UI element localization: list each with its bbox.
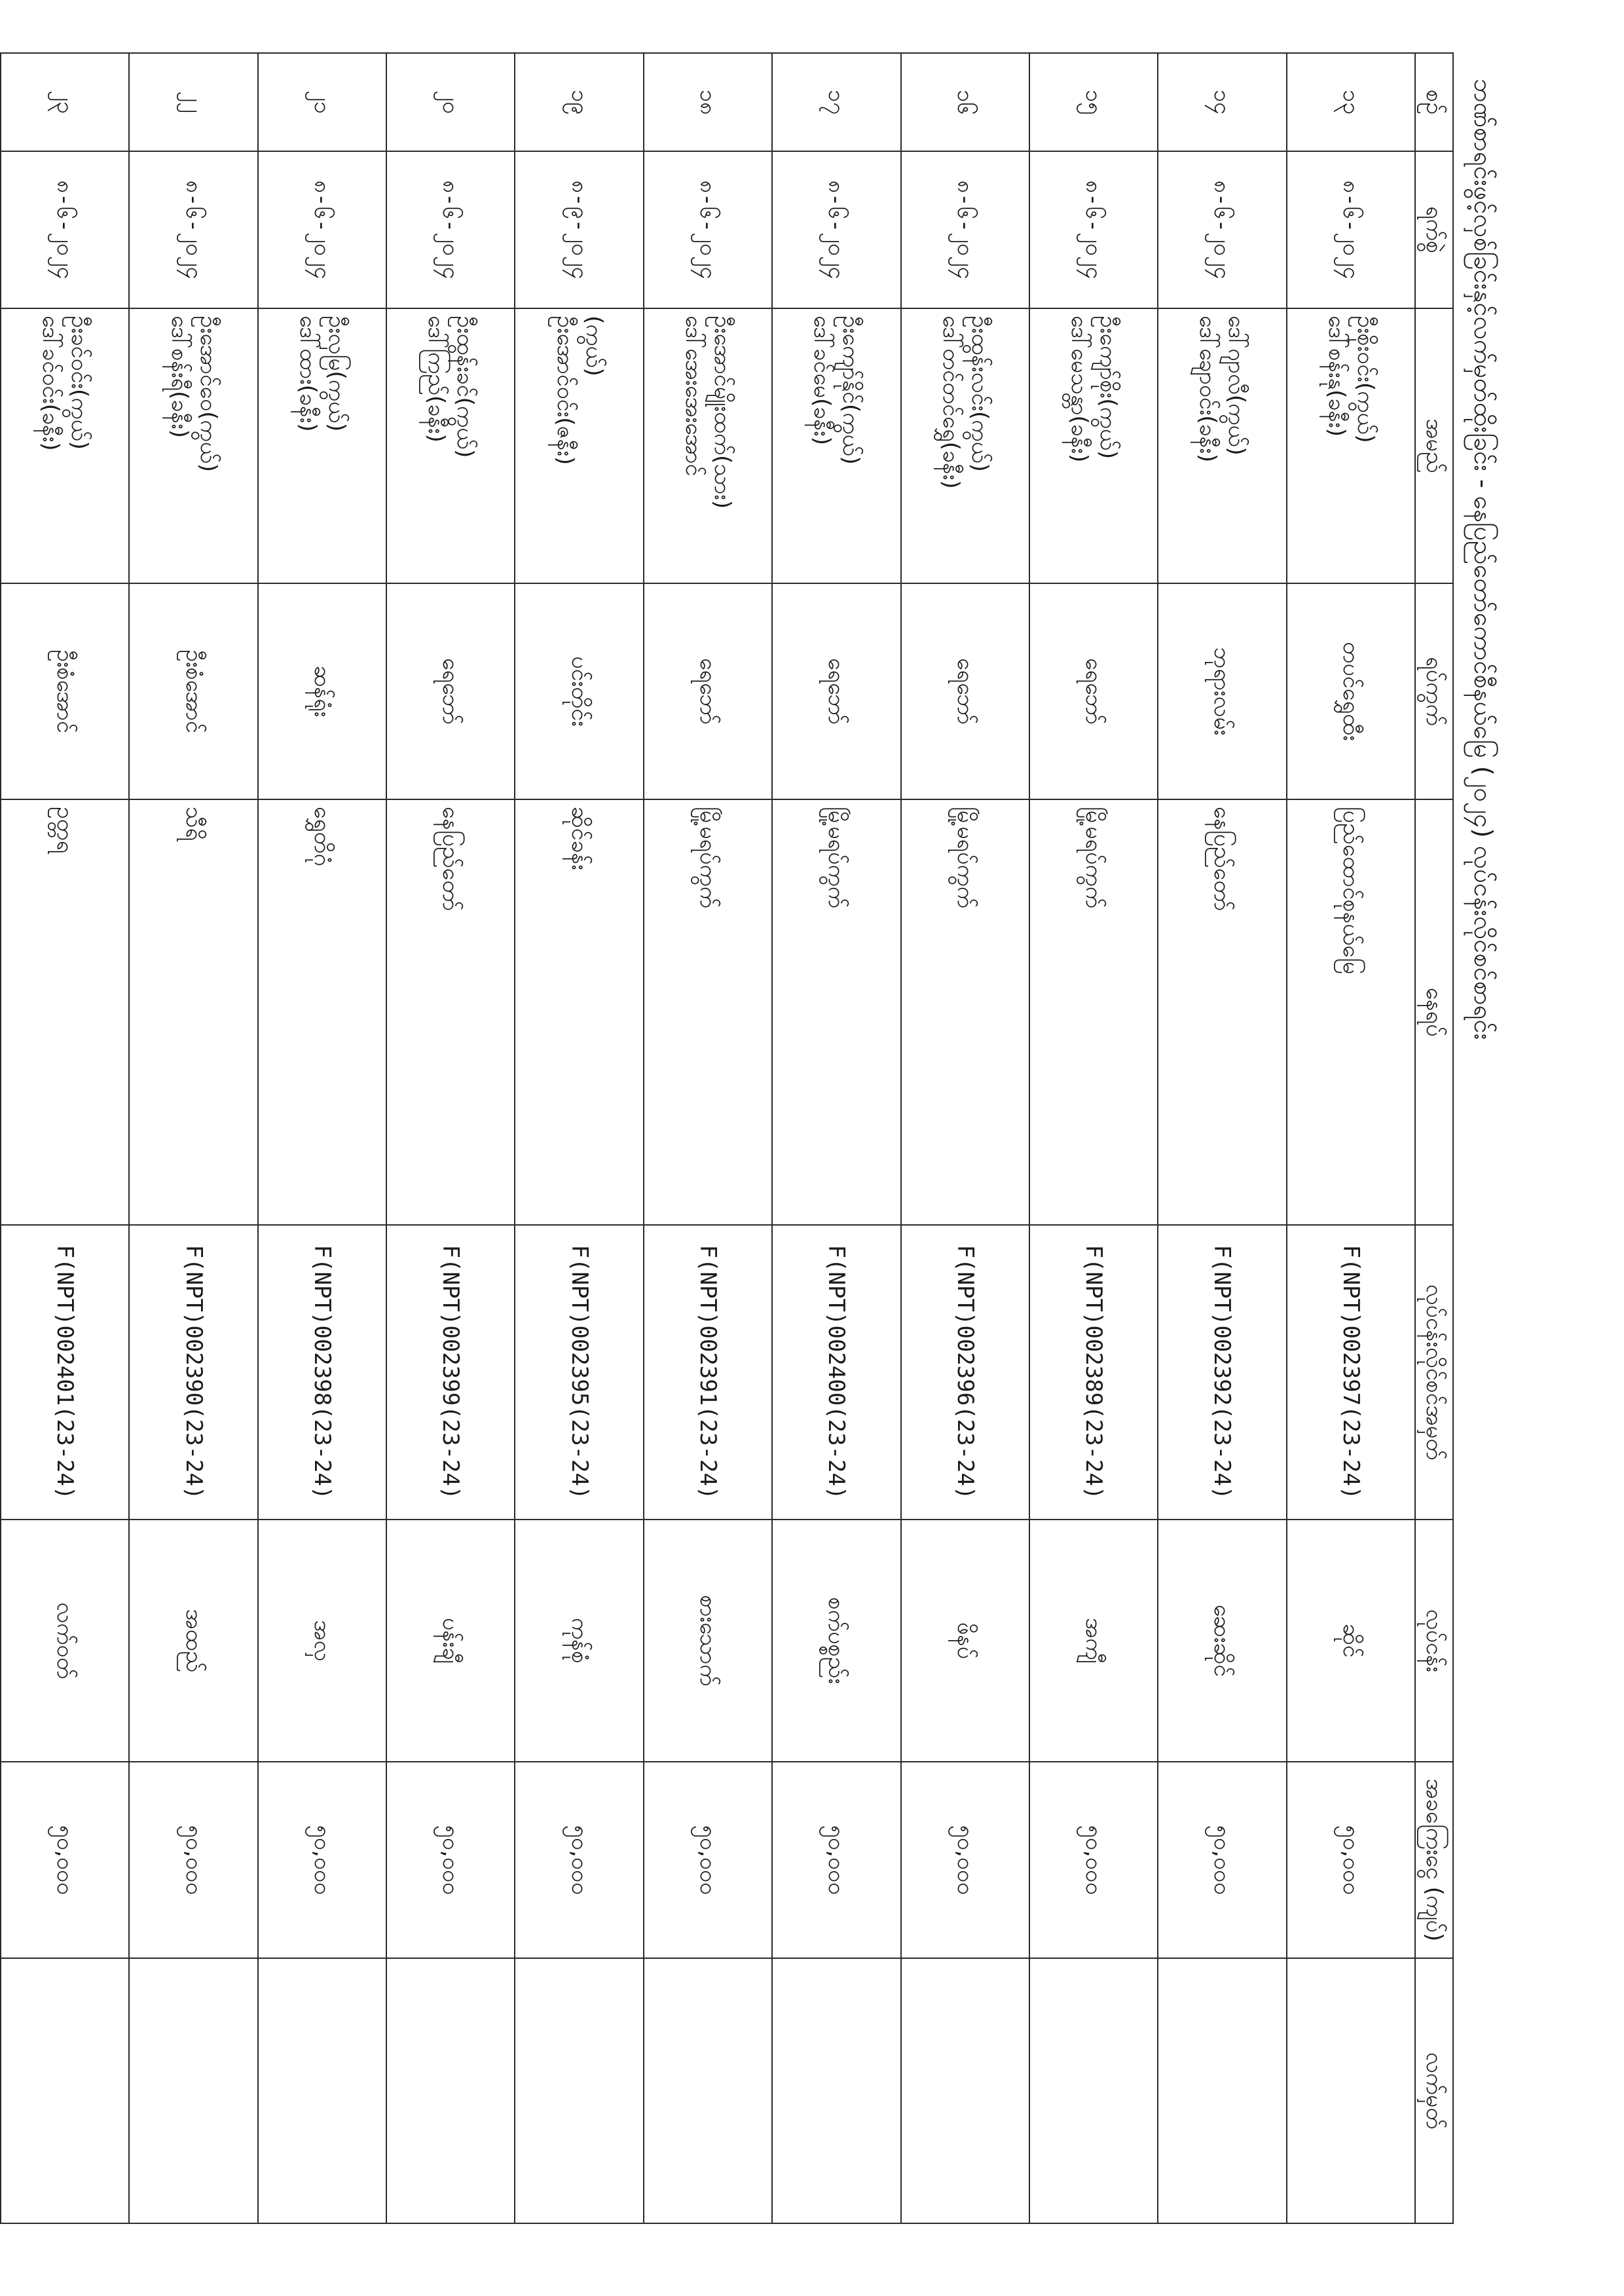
row-signature: [772, 1958, 900, 2223]
row-license: F(NPT)002397(23-24): [1287, 1225, 1415, 1520]
row-address: မြို့မရပ်ကွက်: [772, 799, 900, 1225]
row-address: နေပြည်တော်: [386, 799, 515, 1225]
row-number: ၁၄: [1158, 53, 1286, 151]
row-signature: [258, 1958, 386, 2223]
row-signature: [1287, 1958, 1415, 2223]
table-row: [1, 53, 129, 2223]
row-signature: [901, 1958, 1029, 2223]
row-license: F(NPT)002390(23-24): [129, 1225, 257, 1520]
row-business: ကုန်စုံ: [515, 1520, 643, 1762]
row-number: ၁၇: [772, 53, 900, 151]
table-row: [772, 53, 900, 2223]
row-name: (ကွယ်) ဦးအောင်ဝင်း(ဇနီး): [515, 308, 643, 583]
row-ward: ရေဘော်: [772, 583, 900, 799]
row-fee: ၅၀,၀၀၀: [1029, 1762, 1158, 1958]
row-fee: ၅၀,၀၀၀: [129, 1762, 257, 1958]
row-business: ဖိနပ်: [901, 1520, 1029, 1762]
row-name: ဦးအောင်ဝေ(ကွယ်) ဒေါ်စန်းရီ(ခနီး): [129, 308, 257, 583]
table-row: [1158, 53, 1286, 2223]
table-row: [901, 53, 1029, 2223]
row-signature: [1158, 1958, 1286, 2223]
row-address: ရွှေတိဂုံ: [258, 799, 386, 1225]
row-number: ၁၉: [515, 53, 643, 151]
row-fee: ၅၀,၀၀၀: [258, 1762, 386, 1958]
row-date: ၈-၆-၂၀၂၄: [1158, 151, 1286, 308]
row-ward: ရေဘော်: [1029, 583, 1158, 799]
table-row: [386, 53, 515, 2223]
row-signature: [1029, 1958, 1158, 2223]
row-business: အထည်: [129, 1520, 257, 1762]
row-business: စက်ပစ္စည်း: [772, 1520, 900, 1762]
header-signature: လက်မှတ်: [1415, 1958, 1453, 2223]
row-name: ဦးအောင်မျိုးထက်(သား) ဒေါ်အေးအေးအောင်: [644, 308, 772, 583]
row-name: ဦးလှမြ(ကွယ်) ဒေါ်ထား(ခနီး): [258, 308, 386, 583]
row-fee: ၅၀,၀၀၀: [1158, 1762, 1286, 1958]
table-header-row: [1415, 53, 1453, 2223]
row-name: ဦးစိုးဝင်း(ကွယ်) ဒေါ်စန်းနု(ခနီး): [1287, 308, 1415, 583]
row-number: ၁၅: [1029, 53, 1158, 151]
row-ward: ဘုရားလမ်း: [1158, 583, 1286, 799]
row-number: ၁၆: [901, 53, 1029, 151]
row-address: ဥတ္တရ: [1, 799, 129, 1225]
row-business: ဆိုင်: [1287, 1520, 1415, 1762]
row-date: ၈-၆-၂၀၂၄: [1, 151, 129, 308]
row-date: ၈-၆-၂၀၂၄: [129, 151, 257, 308]
row-business: ပန်းချီ: [386, 1520, 515, 1762]
row-fee: ၅၀,၀၀၀: [901, 1762, 1029, 1958]
row-number: ၂၁: [258, 53, 386, 151]
row-address: မြို့မရပ်ကွက်: [644, 799, 772, 1225]
header-no: စဉ်: [1415, 53, 1453, 151]
row-date: ၈-၆-၂၀၂၄: [258, 151, 386, 308]
row-ward: ရေဘော်: [901, 583, 1029, 799]
row-address: မြို့မရပ်ကွက်: [901, 799, 1029, 1225]
row-address: ပြည်ထောင်စုနယ်မြေ: [1287, 799, 1415, 1225]
row-date: ၈-၆-၂၀၂၄: [1287, 151, 1415, 308]
row-address: ဆိုင်ခန်း: [515, 799, 643, 1225]
header-name: အမည်: [1415, 308, 1453, 583]
row-date: ၈-၆-၂၀၂၄: [772, 151, 900, 308]
row-ward: ဦးစံအောင်: [1, 583, 129, 799]
row-address: သီရိ: [129, 799, 257, 1225]
row-ward: ဆန်ရုံး: [258, 583, 386, 799]
row-date: ၈-၆-၂၀၂၄: [901, 151, 1029, 308]
row-business: အလှ: [258, 1520, 386, 1762]
row-date: ၈-၆-၂၀၂၄: [1029, 151, 1158, 308]
row-ward: ရေဘော်: [644, 583, 772, 799]
row-license: F(NPT)002389(23-24): [1029, 1225, 1158, 1520]
row-license: F(NPT)002391(23-24): [644, 1225, 772, 1520]
license-table: [0, 52, 1454, 2224]
row-fee: ၅၀,၀၀၀: [644, 1762, 772, 1958]
row-date: ၈-၉-၂၀၂၄: [515, 151, 643, 308]
row-license: F(NPT)002399(23-24): [386, 1225, 515, 1520]
table-row: [515, 53, 643, 2223]
row-ward: ပင်းတိုင်း: [515, 583, 643, 799]
row-fee: ၅၀,၀၀၀: [1287, 1762, 1415, 1958]
row-business: အကျီ: [1029, 1520, 1158, 1762]
header-license: လုပ်ငန်းလိုင်စင်အမှတ်: [1415, 1225, 1453, 1520]
row-business: ဆေးဆိုင်: [1158, 1520, 1286, 1762]
header-date: ရက်စွဲ: [1415, 151, 1453, 308]
row-fee: ၅၀,၀၀၀: [386, 1762, 515, 1958]
table-row: [258, 53, 386, 2223]
row-number: ၁၃: [1287, 53, 1415, 151]
row-number: ၁၈: [644, 53, 772, 151]
row-signature: [644, 1958, 772, 2223]
row-ward: ဦးစံအောင်: [129, 583, 257, 799]
row-license: F(NPT)002401(23-24): [1, 1225, 129, 1520]
row-ward: တပင်ရွှေထီး: [1287, 583, 1415, 799]
header-address: နေရပ်: [1415, 799, 1453, 1225]
row-license: F(NPT)002395(23-24): [515, 1225, 643, 1520]
row-license: F(NPT)002396(23-24): [901, 1225, 1029, 1520]
row-name: ဦးထွန်းလင်း(ကွယ်) ဒေါ်တင်တင်ရွှေ(ခနီး): [901, 308, 1029, 583]
row-signature: [129, 1958, 257, 2223]
row-name: ဦးကျော်နိုင်(ကွယ်) ဒေါ်ခင်မေ(ခနီး): [772, 308, 900, 583]
header-ward: ရပ်ကွက်: [1415, 583, 1453, 799]
row-name: ဦးထွန်းခင်(ကွယ်) ဒေါ်ကြည်(ခနီး): [386, 308, 515, 583]
table-body: [1, 53, 1415, 2223]
row-fee: ၅၀,၀၀၀: [772, 1762, 900, 1958]
row-date: ၈-၆-၂၀၂၄: [644, 151, 772, 308]
row-name: ဦးကျော်စိုး(ကွယ်) ဒေါ်မေသန္တာ(ခနီး): [1029, 308, 1158, 583]
row-fee: ၅၀,၀၀၀: [515, 1762, 643, 1958]
header-fee: အခကြေးငွေ (ကျပ်): [1415, 1762, 1453, 1958]
row-name: ဦးခင်ဝင်း(ကွယ်) ဒေါ်ခင်ဝင်း(ခနီး): [1, 308, 129, 583]
document-caption: ဘဏ်စာရင်းဖွင့်လှစ်ခြင်းနှင့်လက်မှတ်ထိုးခြင်း - နေပြည်တော်ကောင်စီနယ်မြေ (၂၀၂၄) လုပ်ငန်းလိုင်စင်စာရင်း: [1469, 79, 1498, 1040]
table-row: [129, 53, 257, 2223]
row-fee: ၅၀,၀၀၀: [1, 1762, 129, 1958]
row-business: လက်ဝတ်: [1, 1520, 129, 1762]
row-address: နေပြည်တော်: [1158, 799, 1286, 1225]
row-number: ၂၀: [386, 53, 515, 151]
row-license: F(NPT)002392(23-24): [1158, 1225, 1286, 1520]
rotated-document-sheet: [0, 52, 1506, 2223]
table-row: [1287, 53, 1415, 2223]
row-signature: [515, 1958, 643, 2223]
row-ward: ရေဘော်: [386, 583, 515, 799]
row-license: F(NPT)002400(23-24): [772, 1225, 900, 1520]
row-date: ၈-၆-၂၀၂၄: [386, 151, 515, 308]
header-business: လုပ်ငန်း: [1415, 1520, 1453, 1762]
row-name: ဒေါ်ဂျာလီ(ကွယ်) ဒေါ်ချောဝင်း(ခနီး): [1158, 308, 1286, 583]
table-row: [1029, 53, 1158, 2223]
table-row: [644, 53, 772, 2223]
row-number: ၂၃: [1, 53, 129, 151]
row-signature: [386, 1958, 515, 2223]
row-license: F(NPT)002398(23-24): [258, 1225, 386, 1520]
row-address: မြို့မရပ်ကွက်: [1029, 799, 1158, 1225]
row-number: ၂၂: [129, 53, 257, 151]
row-signature: [1, 1958, 129, 2223]
row-business: စားသောက်: [644, 1520, 772, 1762]
